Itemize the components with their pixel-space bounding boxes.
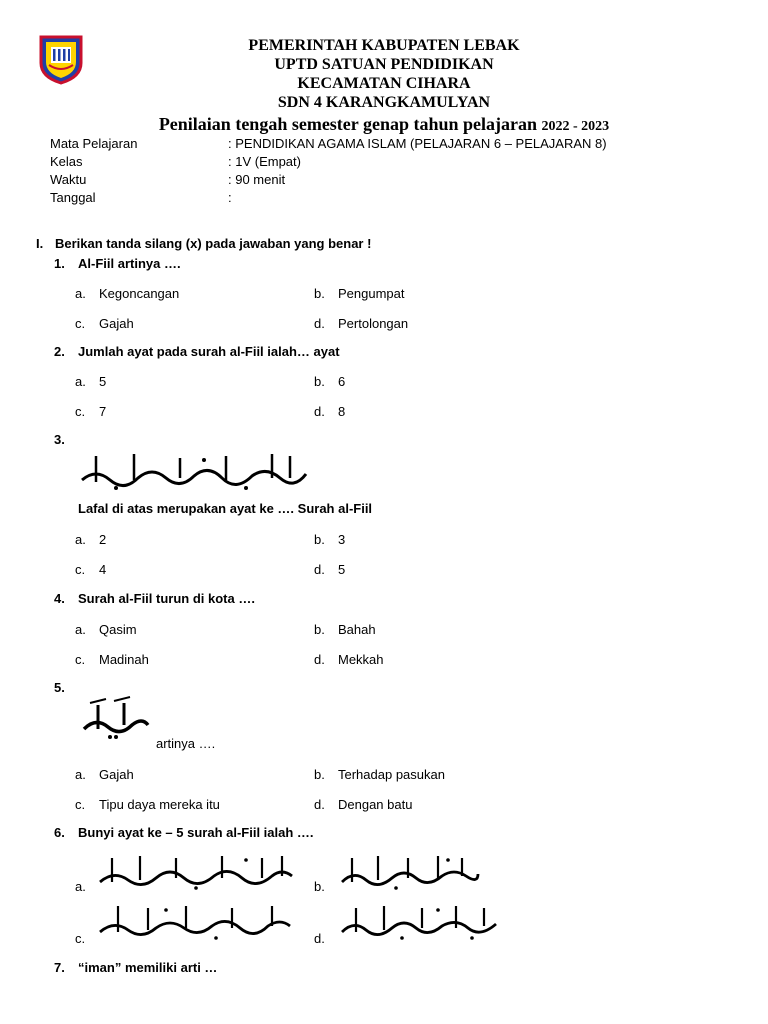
option-text: Pertolongan [338,316,409,331]
option-letter: d. [314,562,325,577]
option-2d[interactable] [314,404,345,420]
exam-title [0,114,768,137]
option-letter: b. [314,374,325,389]
option-text: Gajah [99,767,134,782]
option-text: Dengan batu [338,797,413,812]
question-3-note: Lafal di atas merupakan ayat ke …. Surah al-Fiil [78,501,373,516]
question-number: 4. [54,591,65,606]
option-3d[interactable] [314,562,345,578]
option-text: 5 [99,374,107,389]
option-text: 8 [338,404,346,419]
header-line-3: KECAMATAN CIHARA [297,75,471,92]
option-1b[interactable] [314,286,405,302]
option-letter: c. [75,316,86,331]
option-text: 6 [338,374,346,389]
question-text: Al-Fiil artinya …. [78,256,181,271]
question-number: 5. [54,680,65,695]
header-line-2: UPTD SATUAN PENDIDIKAN [274,56,494,73]
option-letter: d. [314,404,325,419]
option-text: 4 [99,562,107,577]
question-6 [54,825,314,841]
arabic-option-6c-image [96,900,292,944]
question-number: 1. [54,256,65,271]
option-text: Madinah [99,652,149,667]
option-1c[interactable] [75,316,134,332]
option-5b[interactable] [314,767,445,783]
info-value-time: : 90 menit [228,172,286,187]
option-letter: b. [314,767,325,782]
option-letter: d. [314,652,325,667]
question-2 [54,344,340,360]
option-text: 3 [338,532,346,547]
exam-title-text: Penilaian tengah semester genap tahun pelajaran [158,114,537,134]
question-4 [54,591,255,607]
question-number: 3. [54,432,65,447]
option-letter: c. [75,404,86,419]
option-letter: b. [314,286,325,301]
info-label-time: Waktu [50,172,87,187]
option-text: Bahah [338,622,376,637]
question-text: Bunyi ayat ke – 5 surah al-Fiil ialah …. [78,825,314,840]
section-text: Berikan tanda silang (x) pada jawaban yang benar ! [55,236,372,251]
question-5 [54,680,78,696]
arabic-option-6b-image [338,850,480,894]
arabic-word-image [80,695,152,741]
exam-year: 2022 - 2023 [541,119,610,134]
option-3c[interactable] [75,562,106,578]
option-1a[interactable] [75,286,179,302]
header-line-1: PEMERINTAH KABUPATEN LEBAK [248,37,520,54]
option-6b-label[interactable]: b. [314,879,325,894]
section-heading [36,236,371,252]
info-label-class: Kelas [50,154,83,169]
option-3a[interactable] [75,532,106,548]
option-text: Qasim [99,622,137,637]
option-text: Tipu daya mereka itu [99,797,220,812]
question-text: Surah al-Fiil turun di kota …. [78,591,255,606]
info-label-subject: Mata Pelajaran [50,136,138,151]
option-text: Kegoncangan [99,286,180,301]
option-text: Pengumpat [338,286,405,301]
question-7 [54,960,217,976]
option-3b[interactable] [314,532,345,548]
option-letter: a. [75,622,86,637]
option-5d[interactable] [314,797,412,813]
option-letter: c. [75,797,86,812]
question-5-note: artinya …. [156,736,216,751]
arabic-option-6a-image [96,850,296,894]
question-number: 2. [54,344,65,359]
option-letter: a. [75,767,86,782]
option-4a[interactable] [75,622,137,638]
option-text: Gajah [99,316,134,331]
question-text: “iman” memiliki arti … [78,960,218,975]
option-5c[interactable] [75,797,220,813]
option-letter: b. [314,622,325,637]
option-4d[interactable] [314,652,384,668]
option-letter: c. [75,562,86,577]
option-2c[interactable] [75,404,106,420]
option-6c-label[interactable]: c. [75,931,86,946]
option-5a[interactable] [75,767,134,783]
option-letter: a. [75,286,86,301]
option-4b[interactable] [314,622,376,638]
option-text: 7 [99,404,107,419]
option-letter: a. [75,374,86,389]
arabic-option-6d-image [338,900,498,944]
info-label-date: Tanggal [50,190,96,205]
info-value-class: : 1V (Empat) [228,154,301,169]
option-2b[interactable] [314,374,345,390]
option-letter: c. [75,652,86,667]
option-text: Terhadap pasukan [338,767,445,782]
option-text: Mekkah [338,652,384,667]
option-letter: b. [314,532,325,547]
option-letter: a. [75,532,86,547]
option-1d[interactable] [314,316,408,332]
option-text: 5 [338,562,346,577]
info-value-date: : [228,190,232,205]
option-6d-label[interactable]: d. [314,931,325,946]
section-number: I. [36,236,44,251]
question-number: 6. [54,825,65,840]
option-letter: d. [314,797,325,812]
question-text: Jumlah ayat pada surah al-Fiil ialah… ayat [78,344,340,359]
arabic-verse-image [76,448,312,494]
question-1 [54,256,181,272]
question-number: 7. [54,960,65,975]
option-2a[interactable] [75,374,106,390]
option-letter: d. [314,316,325,331]
info-value-subject: : PENDIDIKAN AGAMA ISLAM (PELAJARAN 6 – PELAJARAN 8) [228,136,607,151]
option-text: 2 [99,532,107,547]
question-3 [54,432,78,448]
option-6a-label[interactable]: a. [75,879,86,894]
option-4c[interactable] [75,652,149,668]
header-line-4: SDN 4 KARANGKAMULYAN [277,94,491,111]
